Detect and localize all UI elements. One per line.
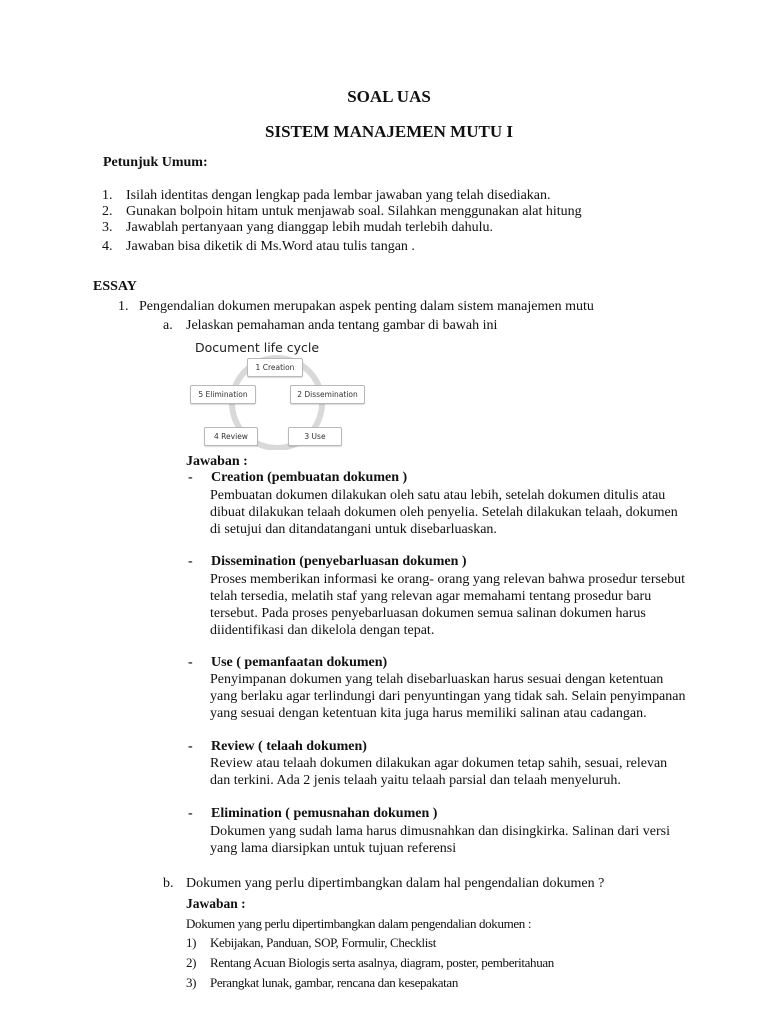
answer-heading-elimination: Elimination ( pemusnahan dokumen ) bbox=[211, 806, 438, 821]
question-text: Pengendalian dokumen merupakan aspek penting dalam sistem manajemen mutu bbox=[139, 299, 594, 314]
cycle-step-use: 3 Use bbox=[288, 427, 342, 446]
diagram-title: Document life cycle bbox=[195, 340, 320, 355]
list-item-number: 2) bbox=[186, 955, 197, 970]
answer-line: yang lama diarsipkan untuk tujuan referensi bbox=[210, 841, 457, 856]
list-item-number: 1) bbox=[186, 935, 197, 950]
subquestion-label: b. bbox=[163, 876, 174, 891]
list-item: Jawablah pertanyaan yang dianggap lebih mudah terlebih dahulu. bbox=[126, 220, 493, 235]
answer-line: di setujui dan ditandatangani untuk disebarluaskan. bbox=[210, 522, 497, 537]
answer-line: Review atau telaah dokumen dilakukan agar dokumen tetap sahih, sesuai, relevan bbox=[210, 756, 668, 771]
page-subtitle: SISTEM MANAJEMEN MUTU I bbox=[265, 122, 513, 141]
list-item-number: 2. bbox=[102, 204, 113, 219]
answer-label: Jawaban : bbox=[186, 896, 246, 911]
answer-heading-dissemination: Dissemination (penyebarluasan dokumen ) bbox=[211, 554, 467, 569]
answer-dash: - bbox=[188, 470, 193, 485]
answer-heading-use: Use ( pemanfaatan dokumen) bbox=[211, 655, 388, 670]
list-item: Perangkat lunak, gambar, rencana dan kesepakatan bbox=[210, 975, 458, 990]
answer-dash: - bbox=[188, 739, 193, 754]
cycle-step-review: 4 Review bbox=[204, 427, 258, 446]
answer-dash: - bbox=[188, 806, 193, 821]
list-item: Isilah identitas dengan lengkap pada lembar jawaban yang telah disediakan. bbox=[126, 188, 551, 203]
answer-body-dissemination bbox=[210, 571, 685, 639]
list-item: Rentang Acuan Biologis serta asalnya, diagram, poster, pemberitahuan bbox=[210, 955, 554, 970]
answer-line: dan terkini. Ada 2 jenis telaah yaitu telaah parsial dan telaah menyeluruh. bbox=[210, 773, 621, 788]
answer-line: tersebut. Pada proses penyebarluasan dokumen semua salinan dokumen harus bbox=[210, 606, 646, 621]
instructions-heading: Petunjuk Umum: bbox=[103, 155, 208, 170]
list-item-number: 4. bbox=[102, 239, 113, 254]
cycle-step-elimination: 5 Elimination bbox=[190, 385, 256, 404]
answer-line: yang sesuai dengan ketentuan kita juga harus memiliki salinan atau cadangan. bbox=[210, 706, 647, 721]
cycle-step-creation: 1 Creation bbox=[247, 358, 303, 377]
answer-dash: - bbox=[188, 554, 193, 569]
subquestion-label: a. bbox=[163, 318, 173, 333]
question-number: 1. bbox=[118, 299, 129, 314]
answer-body-creation bbox=[210, 487, 678, 538]
subquestion-text: Dokumen yang perlu dipertimbangkan dalam hal pengendalian dokumen ? bbox=[186, 876, 605, 891]
answer-dash: - bbox=[188, 655, 193, 670]
answer-heading-review: Review ( telaah dokumen) bbox=[211, 739, 367, 754]
answer-line: Dokumen yang sudah lama harus dimusnahkan dan disingkirka. Salinan dari versi bbox=[210, 824, 670, 839]
cycle-step-dissemination: 2 Dissemination bbox=[290, 385, 365, 404]
answer-heading-creation: Creation (pembuatan dokumen ) bbox=[211, 470, 408, 485]
page-title: SOAL UAS bbox=[347, 87, 431, 106]
answer-line: telah tersedia, melatih staf yang relevan agar memahami tentang prosedur baru bbox=[210, 589, 652, 604]
answer-line: Proses memberikan informasi ke orang- orang yang relevan bahwa prosedur tersebut bbox=[210, 572, 686, 587]
list-item-number: 3. bbox=[102, 220, 113, 235]
list-item: Jawaban bisa diketik di Ms.Word atau tulis tangan . bbox=[126, 239, 415, 254]
answer-line: diidentifikasi dan dikelola dengan tepat. bbox=[210, 623, 435, 638]
list-item-number: 3) bbox=[186, 975, 197, 990]
list-item-number: 1. bbox=[102, 188, 113, 203]
list-item: Kebijakan, Panduan, SOP, Formulir, Checklist bbox=[210, 935, 437, 950]
answer-body-elimination bbox=[210, 823, 670, 857]
answer-line: dibuat dilakukan telaah dokumen oleh penyelia. Setelah dilakukan telaah, dokumen bbox=[210, 505, 678, 520]
subquestion-text: Jelaskan pemahaman anda tentang gambar di bawah ini bbox=[186, 318, 498, 333]
answer-line: Penyimpanan dokumen yang telah disebarluaskan harus sesuai dengan ketentuan bbox=[210, 672, 664, 687]
essay-heading: ESSAY bbox=[93, 279, 137, 294]
answer-label: Jawaban : bbox=[186, 454, 248, 469]
answer-body-use bbox=[210, 671, 685, 722]
answer-line: Pembuatan dokumen dilakukan oleh satu atau lebih, setelah dokumen ditulis atau bbox=[210, 488, 666, 503]
answer-line: yang berlaku agar terlindungi dari penyuntingan yang tidak sah. Selain penyimpanan bbox=[210, 689, 686, 704]
answer-body-review bbox=[210, 755, 667, 789]
document-life-cycle-diagram bbox=[186, 340, 368, 450]
list-item: Gunakan bolpoin hitam untuk menjawab soal. Silahkan menggunakan alat hitung bbox=[126, 204, 582, 219]
answer-intro: Dokumen yang perlu dipertimbangkan dalam pengendalian dokumen : bbox=[186, 916, 532, 931]
